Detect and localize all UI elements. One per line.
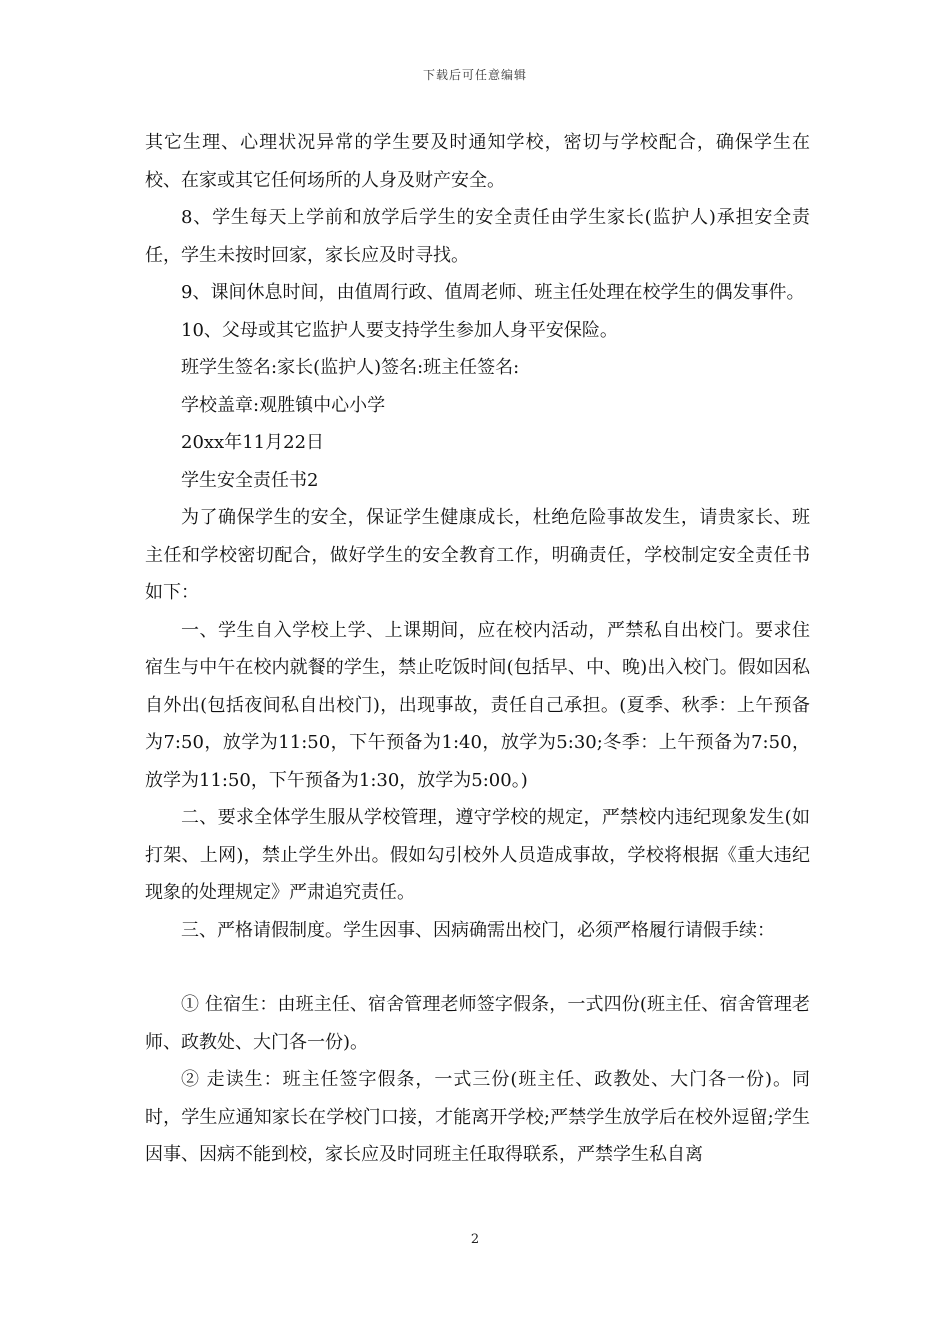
paragraph-item-9: 9、课间休息时间，由值周行政、值周老师、班主任处理在校学生的偶发事件。	[181, 282, 805, 303]
paragraph-item-8: 8、学生每天上学前和放学后学生的安全责任由学生家长(监护人)承担安全责任，学生未按时回家，家长应及时寻找。	[145, 207, 810, 266]
page-header: 下载后可任意编辑	[422, 68, 527, 82]
paragraph-continuation: 其它生理、心理状况异常的学生要及时通知学校，密切与学校配合，确保学生在校、在家或其它任何场所的人身及财产安全。	[145, 132, 810, 191]
paragraph-item-10: 10、父母或其它监护人要支持学生参加人身平安保险。	[181, 319, 618, 341]
paragraph-day-students: ② 走读生：班主任签字假条，一式三份(班主任、政教处、大门各一份)。同时，学生应通知家长在学校门口接，才能离开学校;严禁学生放学后在校外逗留;学生因事、因病不能到校，家长应及时同班主任取得联系，严禁学生私自离	[145, 1069, 811, 1165]
blank-line	[145, 949, 810, 986]
section-title: 学生安全责任书2	[181, 469, 319, 491]
paragraph-rule-3: 三、严格请假制度。学生因事、因病确需出校门，必须严格履行请假手续：	[181, 919, 775, 941]
paragraph-intro: 为了确保学生的安全，保证学生健康成长，杜绝危险事故发生，请贵家长、班主任和学校密切配合，做好学生的安全教育工作，明确责任，学校制定安全责任书如下：	[145, 507, 810, 603]
page-number: 2	[470, 1232, 480, 1247]
signature-line: 班学生签名:家长(监护人)签名:班主任签名:	[181, 357, 520, 378]
date-line: 20xx年11月22日	[181, 432, 325, 453]
document-body	[145, 124, 810, 1174]
paragraph-rule-1: 一、学生自入学校上学、上课期间，应在校内活动，严禁私自出校门。要求住宿生与中午在校内就餐的学生，禁止吃饭时间(包括早、中、晚)出入校门。假如因私自外出(包括夜间私自出校门)，出现事故，责任自己承担。(夏季、秋季：上午预备为7:50，放学为11:50，下午预备为1:40，放学为5:30;冬季：上午预备为7:50，放学为11:50，下午预备为1:30，放学为5:00。)	[145, 619, 810, 791]
paragraph-rule-2: 二、要求全体学生服从学校管理，遵守学校的规定，严禁校内违纪现象发生(如打架、上网)，禁止学生外出。假如勾引校外人员造成事故，学校将根据《重大违纪现象的处理规定》严肃追究责任。	[145, 807, 810, 903]
paragraph-boarding-students: ① 住宿生：由班主任、宿舍管理老师签字假条，一式四份(班主任、宿舍管理老师、政教处、大门各一份)。	[145, 994, 810, 1053]
school-seal-line: 学校盖章:观胜镇中心小学	[181, 394, 386, 416]
